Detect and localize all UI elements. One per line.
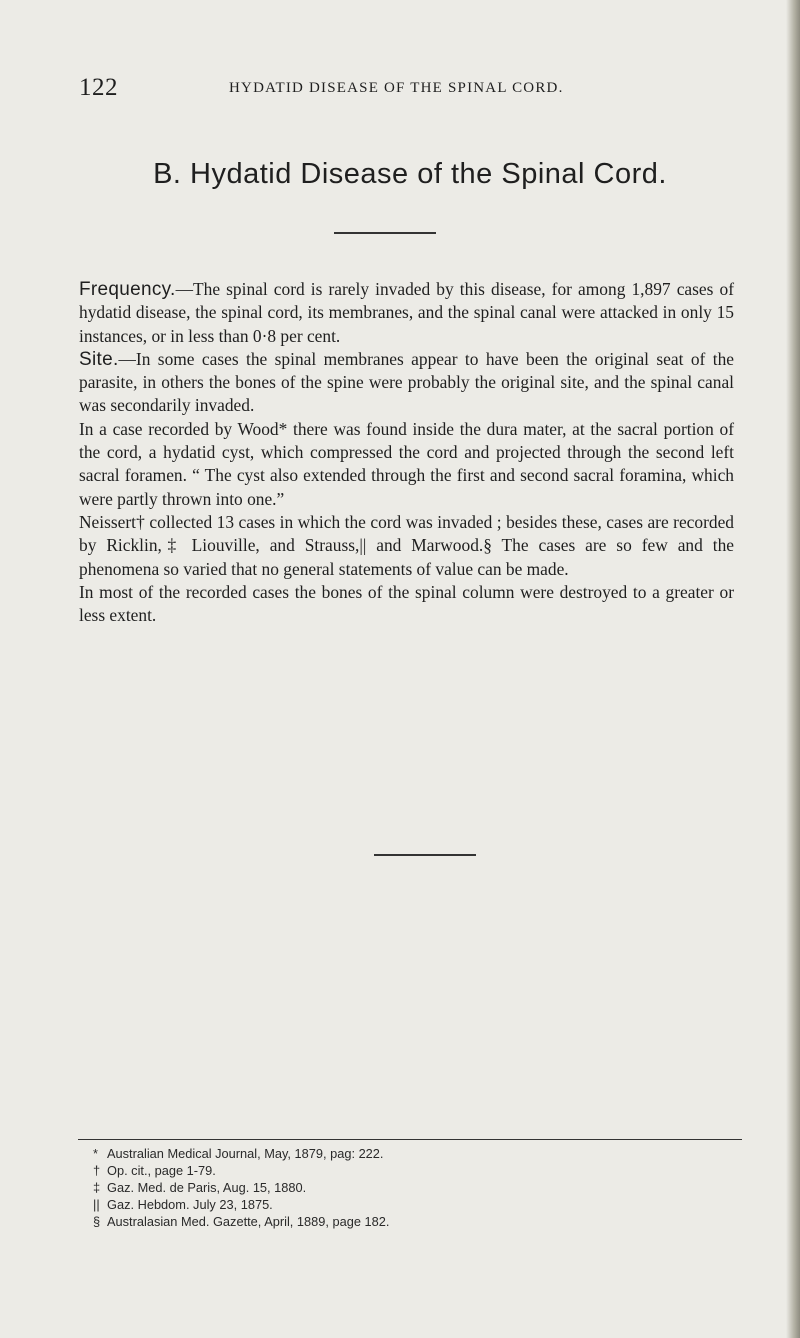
paragraph-bones: In most of the recorded cases the bones of the spinal column were destroyed to a greater or less extent. bbox=[79, 581, 734, 626]
footnote-item bbox=[93, 1145, 733, 1162]
paragraph-neissert: Neissert† collected 13 cases in which the cord was invaded ; besides these, cases are recorded by Ricklin,‡ Liouville, and Strauss,|| and Marwood.§ The cases are so few and the phenomena so varied that no general statements of value can be made. bbox=[79, 511, 734, 579]
body-text bbox=[79, 278, 734, 627]
running-title: HYDATID DISEASE OF THE SPINAL CORD. bbox=[229, 80, 564, 96]
footnote-item bbox=[93, 1179, 733, 1196]
footnote-mark: † bbox=[93, 1163, 101, 1178]
footnote-text: Gaz. Med. de Paris, Aug. 15, 1880. bbox=[107, 1180, 307, 1195]
footnote-mark: || bbox=[93, 1197, 100, 1212]
footnote-item bbox=[93, 1213, 733, 1230]
footnote-mark: ‡ bbox=[93, 1180, 101, 1195]
page-number: 122 bbox=[79, 74, 118, 101]
footnote-mark: * bbox=[93, 1146, 98, 1161]
paragraph-frequency bbox=[79, 278, 734, 348]
footnote-text: Gaz. Hebdom. July 23, 1875. bbox=[107, 1197, 273, 1212]
footnote-text: Australian Medical Journal, May, 1879, pag: 222. bbox=[107, 1146, 384, 1161]
title-rule bbox=[334, 232, 436, 234]
page-edge-shadow bbox=[786, 0, 800, 1338]
site-heading: Site. bbox=[79, 348, 119, 370]
section-end-rule bbox=[374, 854, 476, 856]
section-title: B. Hydatid Disease of the Spinal Cord. bbox=[153, 158, 667, 190]
paragraph-wood-case: In a case recorded by Wood* there was found inside the dura mater, at the sacral portion of the cord, a hydatid cyst, which compressed the cord and projected through the second left sacral foramen. “ The cyst also extended through the first and second sacral foramina, which were partly thrown into one.” bbox=[79, 418, 734, 509]
footnote-text: Australasian Med. Gazette, April, 1889, page 182. bbox=[107, 1214, 390, 1229]
frequency-text: —The spinal cord is rarely invaded by this disease, for among 1,897 cases of hydatid disease, the spinal cord, its membranes, and the spinal canal were attacked in only 15 instances, or in less than 0·8 per cent. bbox=[79, 279, 734, 346]
running-head bbox=[79, 74, 719, 104]
footnotes bbox=[93, 1145, 733, 1230]
footnote-text: Op. cit., page 1-79. bbox=[107, 1163, 216, 1178]
footnote-mark: § bbox=[93, 1214, 101, 1229]
footnote-item bbox=[93, 1162, 733, 1179]
footnote-rule bbox=[78, 1139, 742, 1140]
paragraph-site bbox=[79, 348, 734, 418]
frequency-heading: Frequency. bbox=[79, 279, 176, 300]
site-text: —In some cases the spinal membranes appear to have been the original seat of the parasite, in others the bones of the spine were probably the original site, and the spinal canal was secondarily invaded. bbox=[79, 348, 734, 416]
footnote-item bbox=[93, 1196, 733, 1213]
